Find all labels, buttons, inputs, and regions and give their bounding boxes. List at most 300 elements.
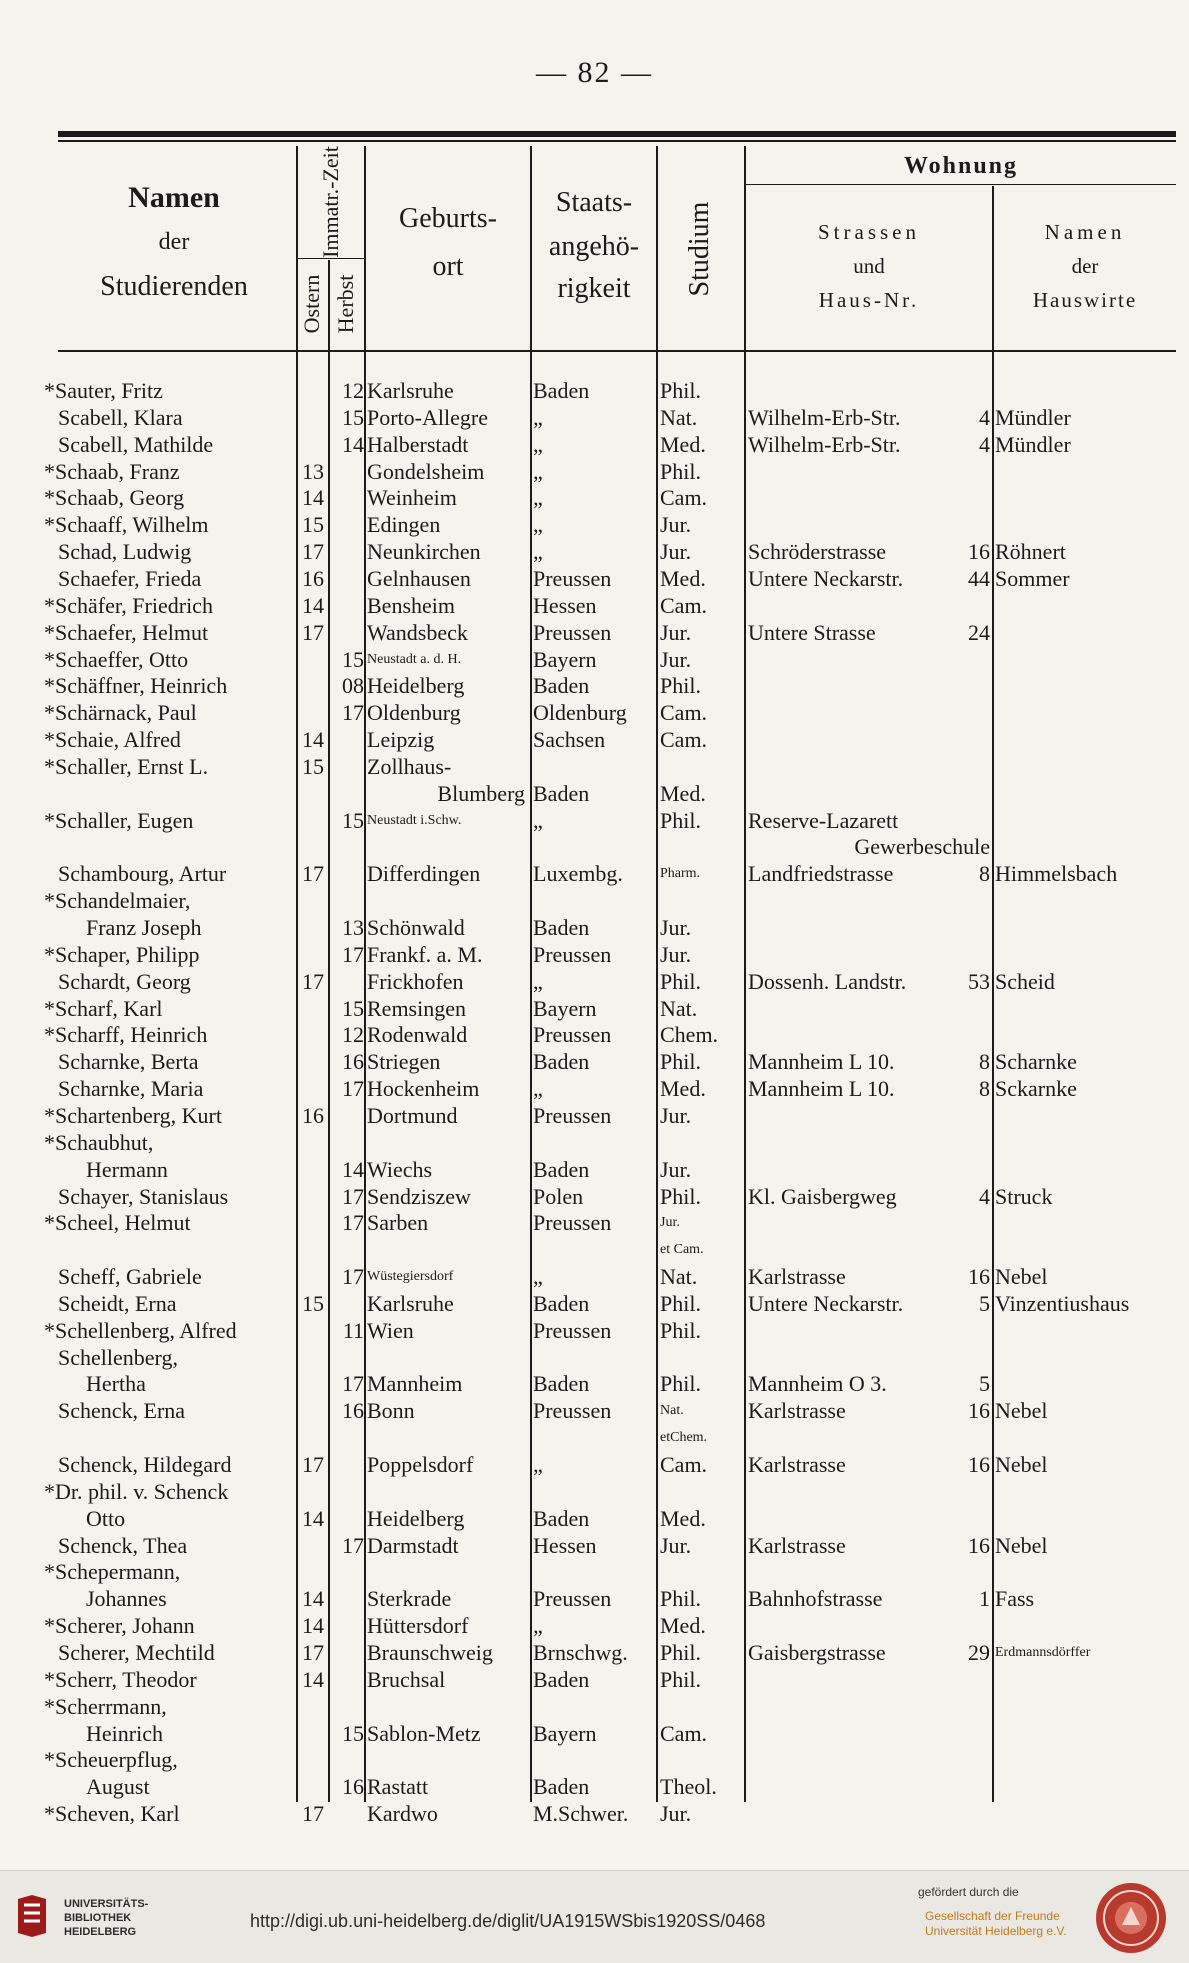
table-row — [0, 484, 1189, 511]
student-name: *Schepermann, — [44, 1559, 181, 1585]
landlord-name: Nebel — [995, 1398, 1048, 1424]
ostern-year: 17 — [302, 968, 324, 994]
field-of-study: Phil. — [660, 673, 701, 699]
field-of-study: Phil. — [660, 1586, 701, 1612]
header-geburtsort-2: ort — [432, 251, 464, 282]
table-row — [0, 1693, 1189, 1720]
student-name: Johannes — [86, 1586, 167, 1612]
library-logo-icon — [14, 1893, 50, 1939]
table-row — [0, 941, 1189, 968]
header-wirte-2: der — [1071, 254, 1099, 278]
student-name: *Dr. phil. v. Schenck — [44, 1478, 229, 1504]
student-name: *Schaab, Georg — [44, 485, 185, 511]
nationality: Baden — [533, 378, 590, 403]
library-name — [64, 1897, 148, 1939]
herbst-year: 13 — [342, 915, 364, 940]
landlord-name: Nebel — [995, 1532, 1048, 1558]
student-name: *Sauter, Fritz — [44, 378, 163, 403]
page-number: — 82 — — [536, 56, 653, 89]
nationality: „ — [533, 485, 543, 511]
birthplace: Halberstadt — [367, 431, 469, 457]
birthplace: Karlsruhe — [367, 378, 454, 403]
birthplace: Neunkirchen — [367, 539, 481, 565]
ostern-year: 17 — [302, 861, 324, 887]
house-number: 16 — [968, 1452, 990, 1477]
university-seal-icon — [1094, 1881, 1168, 1955]
street-address: Schröderstrasse — [748, 539, 887, 565]
field-of-study: Phil. — [660, 1371, 701, 1397]
birthplace: Gelnhausen — [367, 565, 471, 591]
nationality: Baden — [533, 915, 590, 940]
birthplace: Bensheim — [367, 592, 455, 618]
landlord-name: Scharnke — [995, 1049, 1077, 1075]
table-row — [0, 538, 1189, 565]
field-of-study: Jur. — [660, 1156, 692, 1182]
landlord-name: Nebel — [995, 1452, 1048, 1477]
birthplace: Frankf. a. M. — [367, 941, 483, 967]
birthplace: Sablon-Metz — [367, 1720, 481, 1746]
street-address: Dossenh. Landstr. — [748, 968, 907, 994]
table-row — [0, 1639, 1189, 1666]
ostern-year: 14 — [302, 727, 324, 753]
herbst-year: 17 — [342, 1210, 364, 1236]
birthplace: Weinheim — [367, 485, 457, 511]
field-of-study: Nat. — [660, 995, 698, 1021]
house-number: 5 — [979, 1371, 990, 1397]
landlord-name: Sommer — [995, 565, 1070, 591]
street-address: Karlstrasse — [748, 1398, 846, 1424]
table-row — [0, 1236, 1189, 1263]
nationality: Baden — [533, 780, 590, 806]
student-name: Schambourg, Artur — [58, 861, 227, 887]
birthplace: Porto-Allegre — [367, 404, 488, 430]
birthplace: Rodenwald — [367, 1022, 468, 1048]
nationality: „ — [533, 807, 543, 833]
field-of-study: Jur. — [660, 646, 692, 672]
table-row — [0, 753, 1189, 780]
landlord-name: Röhnert — [995, 539, 1066, 565]
table-row — [0, 1666, 1189, 1693]
table-row — [0, 1156, 1189, 1183]
landlord-name: Vinzentiushaus — [995, 1290, 1130, 1316]
table-row — [0, 1424, 1189, 1451]
birthplace: Neustadt a. d. H. — [367, 651, 462, 667]
birthplace: Blumberg — [437, 780, 525, 806]
table-row — [0, 1075, 1189, 1102]
field-of-study: Nat. — [660, 1403, 684, 1419]
birthplace: Sarben — [367, 1210, 429, 1236]
ostern-year: 17 — [302, 539, 324, 565]
birthplace: Hockenheim — [367, 1076, 480, 1102]
field-of-study: Phil. — [660, 458, 701, 484]
field-of-study: Phil. — [660, 378, 701, 403]
birthplace: Bruchsal — [367, 1666, 446, 1692]
landlord-name: Mündler — [995, 431, 1071, 457]
table-row — [0, 968, 1189, 995]
birthplace: Heidelberg — [367, 1505, 465, 1531]
house-number: 4 — [979, 1183, 990, 1209]
field-of-study: Phil. — [660, 968, 701, 994]
footer-bar — [0, 1870, 1189, 1963]
wohnung-divider — [746, 184, 1176, 185]
society-name-line: Gesellschaft der Freunde — [925, 1909, 1060, 1923]
student-name: *Schellenberg, Alfred — [44, 1317, 237, 1343]
student-name: *Schaeffer, Otto — [44, 646, 189, 672]
nationality: Hessen — [533, 592, 597, 618]
table-row — [0, 1478, 1189, 1505]
field-of-study: Jur. — [660, 1215, 680, 1231]
student-name: *Scharff, Heinrich — [44, 1022, 208, 1048]
birthplace: Wien — [367, 1317, 414, 1343]
birthplace: Edingen — [367, 512, 441, 538]
landlord-name: Sckarnke — [995, 1076, 1077, 1102]
birthplace: Zollhaus- — [367, 753, 452, 779]
field-of-study: Med. — [660, 1613, 706, 1639]
street-address: Mannheim O 3. — [748, 1371, 887, 1397]
header-staats-1: Staats- — [555, 187, 633, 218]
nationality: Preussen — [533, 1210, 612, 1236]
field-of-study: Jur. — [660, 512, 692, 538]
funded-by-label: gefördert durch die — [918, 1885, 1019, 1899]
field-of-study: Phil. — [660, 1183, 701, 1209]
table-row — [0, 699, 1189, 726]
street-address: Karlstrasse — [748, 1452, 846, 1477]
herbst-year: 15 — [342, 807, 364, 833]
nationality: M.Schwer. — [533, 1801, 629, 1827]
table-row — [0, 377, 1189, 404]
table-row — [0, 1746, 1189, 1773]
birthplace: Darmstadt — [367, 1532, 459, 1558]
student-name: *Scheel, Helmut — [44, 1210, 191, 1236]
nationality: „ — [533, 1076, 543, 1102]
field-of-study: Med. — [660, 431, 706, 457]
society-name — [925, 1909, 1067, 1939]
nationality: Preussen — [533, 1586, 612, 1612]
field-of-study: Jur. — [660, 915, 692, 940]
table-row — [0, 1800, 1189, 1827]
birthplace: Wandsbeck — [367, 619, 468, 645]
herbst-year: 16 — [342, 1398, 364, 1424]
herbst-year: 17 — [342, 700, 364, 726]
street-address: Mannheim L 10. — [748, 1076, 895, 1102]
student-name: Schad, Ludwig — [58, 539, 192, 565]
nationality: „ — [533, 404, 543, 430]
herbst-year: 15 — [342, 995, 364, 1021]
student-name: Scheff, Gabriele — [58, 1264, 202, 1290]
student-name: Otto — [86, 1505, 126, 1531]
street-address: Untere Neckarstr. — [748, 1290, 904, 1316]
student-name: *Scharf, Karl — [44, 995, 163, 1021]
header-studierenden: Studierenden — [100, 271, 248, 302]
student-name: *Schaller, Ernst L. — [44, 753, 209, 779]
student-name: *Schartenberg, Kurt — [44, 1102, 222, 1128]
landlord-name: Himmelsbach — [995, 861, 1118, 887]
header-rule-top — [58, 131, 1176, 137]
field-of-study: Phil. — [660, 1290, 701, 1316]
street-address: Karlstrasse — [748, 1532, 846, 1558]
ostern-year: 15 — [302, 512, 324, 538]
street-address: Gaisbergstrasse — [748, 1639, 886, 1665]
student-name: Scheidt, Erna — [58, 1290, 177, 1316]
house-number: 8 — [979, 1076, 990, 1102]
header-studium: Studium — [684, 201, 715, 297]
field-of-study: Med. — [660, 1076, 706, 1102]
nationality: Baden — [533, 1049, 590, 1075]
birthplace: Karlsruhe — [367, 1290, 454, 1316]
field-of-study: Cam. — [660, 485, 708, 511]
birthplace: Remsingen — [367, 995, 466, 1021]
table-row — [0, 1505, 1189, 1532]
nationality: Baden — [533, 1774, 590, 1800]
field-of-study: Cam. — [660, 727, 708, 753]
header-immatr-zeit: Immatr.-Zeit — [318, 146, 343, 258]
house-number: 16 — [968, 1398, 990, 1424]
house-number: 8 — [979, 861, 990, 887]
house-number: 44 — [968, 565, 990, 591]
herbst-year: 15 — [342, 646, 364, 672]
library-name-line: UNIVERSITÄTS- — [64, 1898, 149, 1910]
house-number: 8 — [979, 1049, 990, 1075]
nationality: Baden — [533, 1371, 590, 1397]
student-name: *Schaubhut, — [44, 1129, 154, 1155]
herbst-year: 12 — [342, 1022, 364, 1048]
ostern-year: 16 — [302, 1102, 324, 1128]
header-geburtsort-1: Geburts- — [399, 203, 497, 234]
birthplace: Hüttersdorf — [367, 1613, 469, 1639]
student-name: *Schaie, Alfred — [44, 727, 181, 753]
street-address: Wilhelm-Erb-Str. — [748, 404, 901, 430]
table-row — [0, 833, 1189, 860]
herbst-year: 17 — [342, 1264, 364, 1290]
table-row — [0, 1048, 1189, 1075]
student-name: August — [86, 1774, 150, 1800]
nationality: Baden — [533, 1290, 590, 1316]
student-name: Schaefer, Frieda — [58, 565, 202, 591]
street-address: Landfriedstrasse — [748, 861, 894, 887]
nationality: Baden — [533, 1156, 590, 1182]
nationality: Preussen — [533, 565, 612, 591]
table-row — [0, 726, 1189, 753]
ostern-year: 17 — [302, 1801, 324, 1827]
nationality: Luxembg. — [533, 861, 623, 887]
student-name: *Scheven, Karl — [44, 1801, 180, 1827]
field-of-study: Phil. — [660, 807, 701, 833]
student-name: Scharnke, Maria — [58, 1076, 204, 1102]
herbst-year: 16 — [342, 1774, 364, 1800]
street-address: Untere Strasse — [748, 619, 876, 645]
header-rule-bottom — [58, 350, 1176, 352]
student-name: Schenck, Erna — [58, 1398, 186, 1424]
field-of-study: Pharm. — [660, 866, 701, 882]
street-address: Gewerbeschule — [854, 834, 990, 860]
house-number: 1 — [979, 1586, 990, 1612]
source-url-link[interactable]: http://digi.ub.uni-heidelberg.de/diglit/UA1915WSbis1920SS/0468 — [250, 1911, 766, 1931]
table-row — [0, 1370, 1189, 1397]
street-address: Untere Neckarstr. — [748, 565, 904, 591]
table-row — [0, 995, 1189, 1022]
nationality: Preussen — [533, 941, 612, 967]
herbst-year: 17 — [342, 1076, 364, 1102]
field-of-study: Phil. — [660, 1666, 701, 1692]
table-row — [0, 1532, 1189, 1559]
birthplace: Dortmund — [367, 1102, 458, 1128]
birthplace: Poppelsdorf — [367, 1452, 474, 1477]
student-name: Hermann — [86, 1156, 168, 1182]
student-name: *Scherr, Theodor — [44, 1666, 197, 1692]
birthplace: Gondelsheim — [367, 458, 485, 484]
table-row — [0, 860, 1189, 887]
ostern-year: 14 — [302, 485, 324, 511]
student-name: *Schaab, Franz — [44, 458, 180, 484]
student-name: Scherer, Mechtild — [58, 1639, 215, 1665]
birthplace: Leipzig — [367, 727, 435, 753]
student-name: *Schäfer, Friedrich — [44, 592, 213, 618]
house-number: 4 — [979, 431, 990, 457]
header-ostern: Ostern — [299, 274, 324, 334]
table-row — [0, 1263, 1189, 1290]
student-name: Heinrich — [86, 1720, 163, 1746]
header-staats-2: angehö- — [548, 231, 640, 262]
student-name: Schardt, Georg — [58, 968, 191, 994]
birthplace: Heidelberg — [367, 673, 465, 699]
table-row — [0, 807, 1189, 834]
birthplace: Mannheim — [367, 1371, 463, 1397]
herbst-year: 17 — [342, 1532, 364, 1558]
field-of-study: Med. — [660, 565, 706, 591]
street-address: Karlstrasse — [748, 1264, 846, 1290]
nationality: Polen — [533, 1183, 584, 1209]
nationality: „ — [533, 512, 543, 538]
nationality: „ — [533, 1613, 543, 1639]
table-row — [0, 887, 1189, 914]
birthplace: Wiechs — [367, 1156, 433, 1182]
herbst-year: 17 — [342, 1371, 364, 1397]
header-der: der — [158, 229, 190, 255]
student-name: *Schaaff, Wilhelm — [44, 512, 209, 538]
landlord-name: Erdmannsdörffer — [995, 1644, 1091, 1660]
header-namen: Namen — [128, 181, 220, 214]
street-address: Wilhelm-Erb-Str. — [748, 431, 901, 457]
student-name: Schayer, Stanislaus — [58, 1183, 229, 1209]
table-row — [0, 914, 1189, 941]
header-rule-thin — [58, 140, 1176, 142]
header-wohnung: Wohnung — [903, 153, 1019, 179]
library-name-line: BIBLIOTHEK — [64, 1912, 132, 1924]
student-name: *Schärnack, Paul — [44, 700, 197, 726]
ostern-year: 14 — [302, 1666, 324, 1692]
student-name: Schenck, Thea — [58, 1532, 188, 1558]
field-of-study: Jur. — [660, 619, 692, 645]
nationality: Preussen — [533, 1317, 612, 1343]
birthplace: Neustadt i.Schw. — [367, 812, 462, 828]
street-address: Reserve-Lazarett — [748, 807, 899, 833]
house-number: 16 — [968, 539, 990, 565]
field-of-study: et Cam. — [660, 1242, 704, 1258]
birthplace: Sendziszew — [367, 1183, 471, 1209]
student-name: Scabell, Klara — [58, 404, 183, 430]
nationality: „ — [533, 539, 543, 565]
field-of-study: Jur. — [660, 539, 692, 565]
nationality: „ — [533, 458, 543, 484]
nationality: Oldenburg — [533, 700, 627, 726]
table-row — [0, 1102, 1189, 1129]
field-of-study: Jur. — [660, 941, 692, 967]
field-of-study: Chem. — [660, 1022, 719, 1048]
header-wirte-1: Namen — [1044, 220, 1126, 244]
house-number: 16 — [968, 1264, 990, 1290]
birthplace: Frickhofen — [367, 968, 464, 994]
herbst-year: 11 — [342, 1317, 364, 1343]
student-name: *Scherer, Johann — [44, 1613, 195, 1639]
nationality: „ — [533, 1264, 543, 1290]
landlord-name: Mündler — [995, 404, 1071, 430]
nationality: Baden — [533, 673, 590, 699]
table-row — [0, 1585, 1189, 1612]
field-of-study: Phil. — [660, 1639, 701, 1665]
student-name: *Schaller, Eugen — [44, 807, 194, 833]
house-number: 29 — [968, 1639, 990, 1665]
birthplace: Wüstegiersdorf — [367, 1269, 454, 1285]
ostern-year: 17 — [302, 1639, 324, 1665]
herbst-year: 12 — [342, 378, 364, 403]
header-wirte-3: Hauswirte — [1032, 288, 1138, 312]
header-strassen-1: Strassen — [818, 220, 920, 244]
student-name: *Scheuerpflug, — [44, 1747, 178, 1773]
landlord-name: Fass — [995, 1586, 1035, 1612]
herbst-year: 16 — [342, 1049, 364, 1075]
table-row — [0, 1558, 1189, 1585]
nationality: Preussen — [533, 1022, 612, 1048]
student-name: *Schäffner, Heinrich — [44, 673, 228, 699]
field-of-study: Nat. — [660, 1264, 698, 1290]
student-name: Schenck, Hildegard — [58, 1452, 232, 1477]
field-of-study: Phil. — [660, 1049, 701, 1075]
ostern-year: 14 — [302, 1586, 324, 1612]
house-number: 4 — [979, 404, 990, 430]
table-row — [0, 1773, 1189, 1800]
ostern-year: 14 — [302, 592, 324, 618]
nationality: „ — [533, 431, 543, 457]
herbst-year: 17 — [342, 941, 364, 967]
herbst-year: 15 — [342, 1720, 364, 1746]
field-of-study: Theol. — [660, 1774, 717, 1800]
birthplace: Rastatt — [367, 1774, 429, 1800]
header-strassen-3: Haus-Nr. — [818, 288, 920, 312]
nationality: Bayern — [533, 995, 597, 1021]
nationality: Sachsen — [533, 727, 606, 753]
table-row — [0, 780, 1189, 807]
birthplace: Bonn — [367, 1398, 415, 1424]
birthplace: Oldenburg — [367, 700, 461, 726]
field-of-study: Cam. — [660, 1452, 708, 1477]
table-row — [0, 565, 1189, 592]
birthplace: Differdingen — [367, 861, 481, 887]
table-row — [0, 404, 1189, 431]
table-row — [0, 431, 1189, 458]
table-row — [0, 646, 1189, 673]
table-row — [0, 1344, 1189, 1371]
table-row — [0, 1397, 1189, 1424]
field-of-study: Nat. — [660, 404, 698, 430]
house-number: 5 — [979, 1290, 990, 1316]
house-number: 24 — [968, 619, 990, 645]
ostern-year: 15 — [302, 1290, 324, 1316]
table-row — [0, 1451, 1189, 1478]
student-name: *Schandelmaier, — [44, 888, 191, 914]
nationality: Brnschwg. — [533, 1639, 628, 1665]
table-row — [0, 1183, 1189, 1210]
field-of-study: Phil. — [660, 1317, 701, 1343]
